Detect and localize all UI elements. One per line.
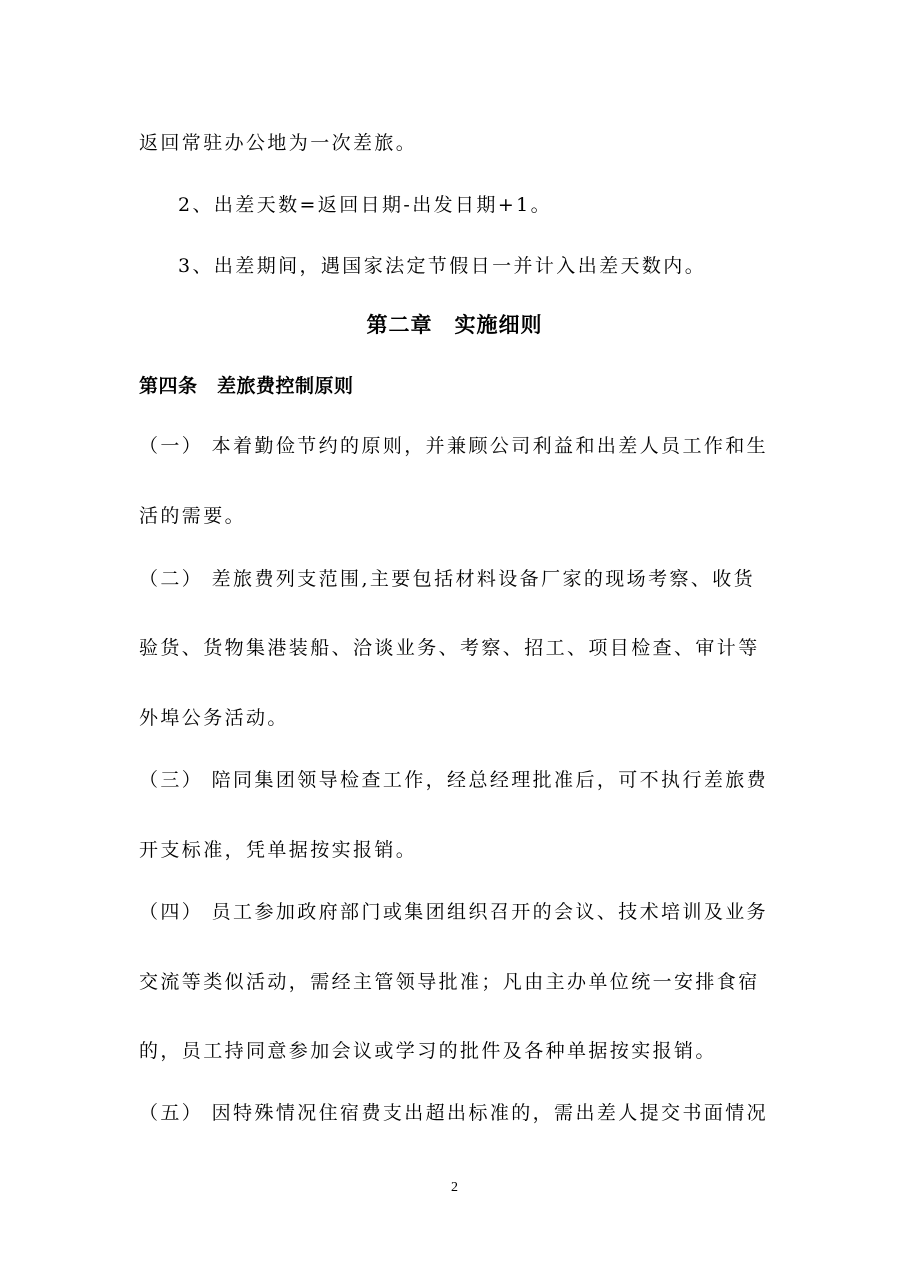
paragraph-line: 开支标准，凭单据按实报销。 xyxy=(139,839,418,861)
paragraph-line: 活的需要。 xyxy=(139,505,247,527)
paragraph-line: （一） 本着勤俭节约的原则，并兼顾公司利益和出差人员工作和生 xyxy=(139,435,769,457)
paragraph-line: 返回常驻办公地为一次差旅。 xyxy=(139,132,418,154)
paragraph-line: （四） 员工参加政府部门或集团组织召开的会议、技术培训及业务 xyxy=(139,901,769,923)
paragraph-line: （五） 因特殊情况住宿费支出超出标准的，需出差人提交书面情况 xyxy=(139,1102,769,1124)
chapter-title: 第二章 实施细则 xyxy=(366,313,543,337)
page-number: 2 xyxy=(451,1180,458,1195)
paragraph-line: （二） 差旅费列支范围,主要包括材料设备厂家的现场考察、收货 xyxy=(139,568,756,590)
article-title: 第四条 差旅费控制原则 xyxy=(139,375,354,397)
paragraph-line: 2、出差天数=返回日期-出发日期+1。 xyxy=(178,194,553,216)
paragraph-line: 验货、货物集港装船、洽谈业务、考察、招工、项目检查、审计等 xyxy=(139,637,760,659)
paragraph-line: 的，员工持同意参加会议或学习的批件及各种单据按实报销。 xyxy=(139,1040,717,1062)
paragraph-line: 交流等类似活动，需经主管领导批准；凡由主办单位统一安排食宿 xyxy=(139,971,760,993)
paragraph-line: （三） 陪同集团领导检查工作，经总经理批准后，可不执行差旅费 xyxy=(139,769,769,791)
paragraph-line: 外埠公务活动。 xyxy=(139,707,289,729)
paragraph-line: 3、出差期间，遇国家法定节假日一并计入出差天数内。 xyxy=(178,255,707,277)
